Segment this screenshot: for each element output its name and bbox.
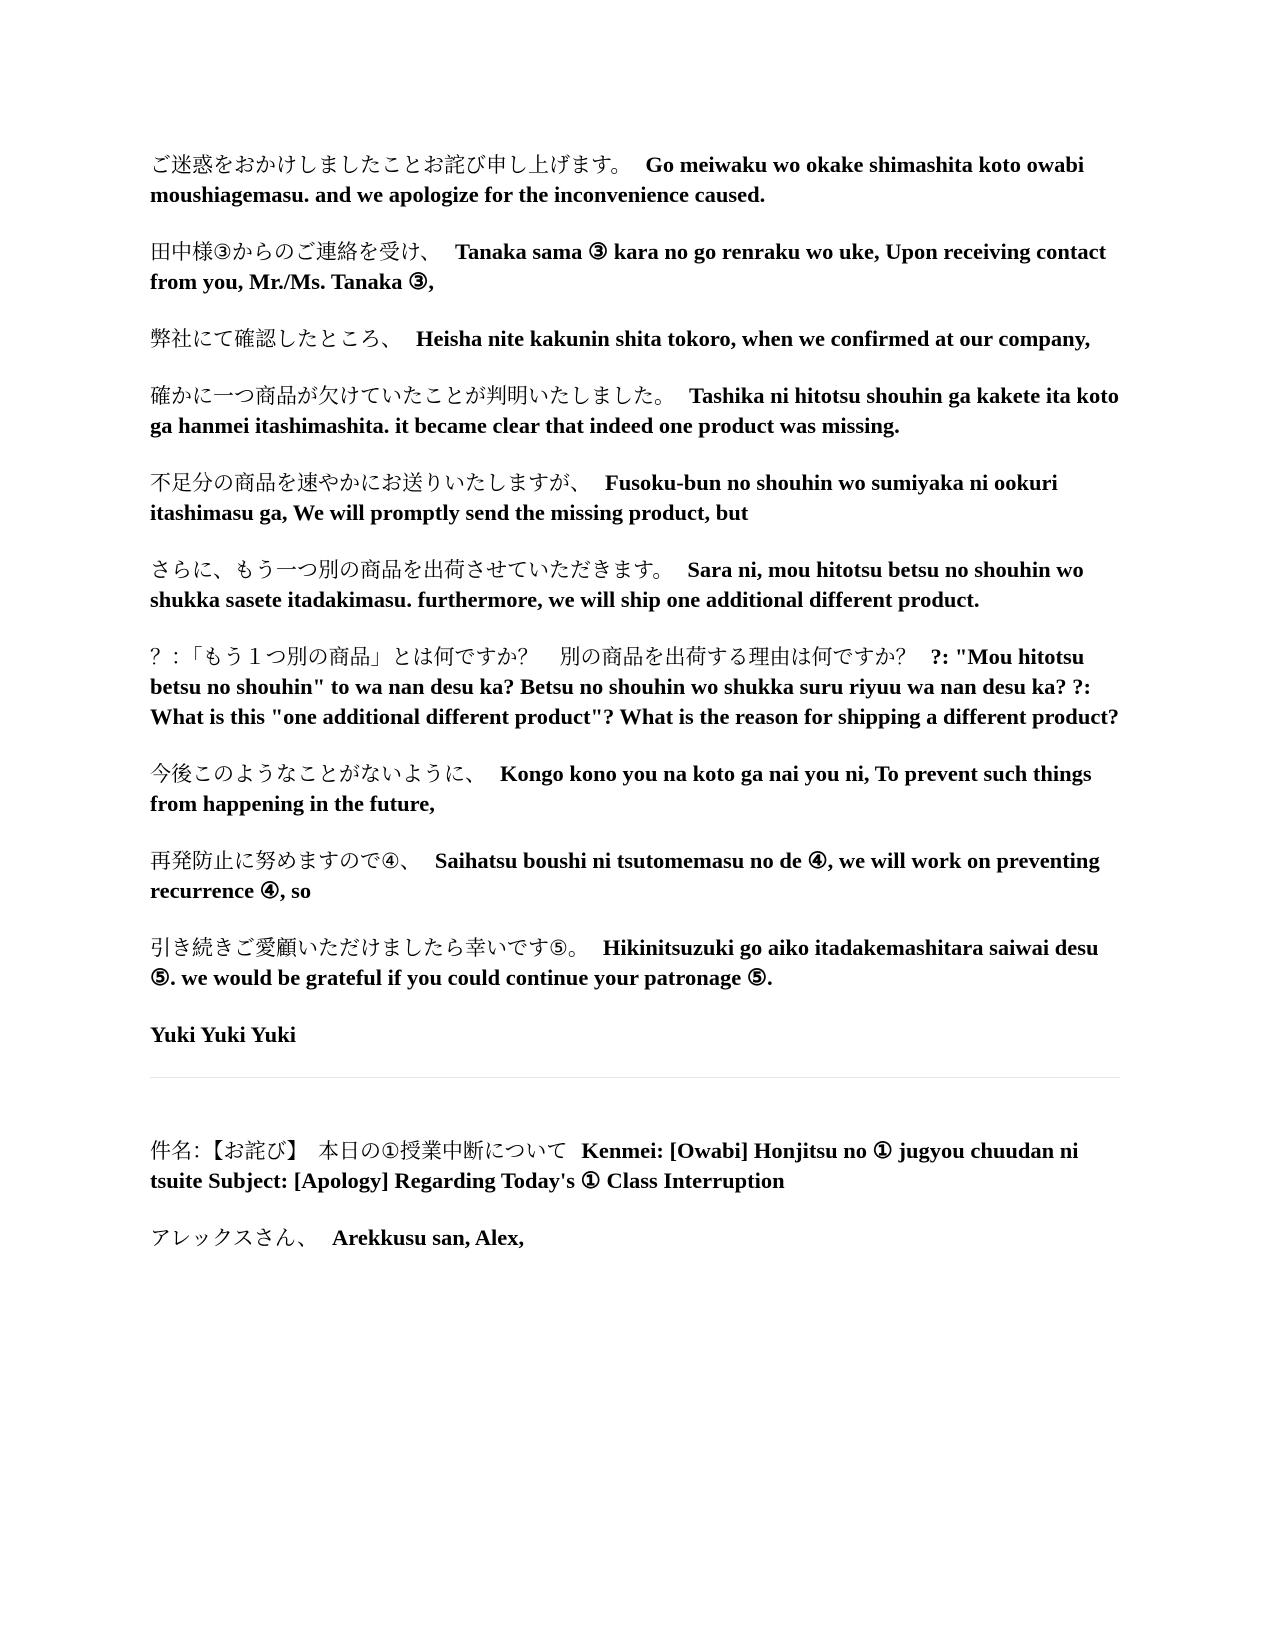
- paragraph: [150, 324, 1120, 354]
- email-greeting: [150, 1223, 1120, 1253]
- romaji-english-text: Fusoku-bun no shouhin wo sumiyaka ni ookuri itashimasu ga, We will promptly send the missing product, but: [150, 470, 1058, 525]
- signature: Yuki Yuki Yuki: [150, 1022, 296, 1047]
- romaji-english-text: ?: "Mou hitotsu betsu no shouhin" to wa nan desu ka? Betsu no shouhin wo shukka suru riyuu wa nan desu ka? ?: What is this "one additional different product"? What is the reason for shipping a different product?: [150, 644, 1120, 729]
- romaji-english-text: Hikinitsuzuki go aiko itadakemashitara saiwai desu ⑤. we would be grateful if you could continue your patronage ⑤.: [150, 935, 1099, 990]
- romaji-english-text: Saihatsu boushi ni tsutomemasu no de ④, we will work on preventing recurrence ④, so: [150, 848, 1100, 903]
- japanese-text: ？：「もう１つ別の商品」とは何ですか？ 別の商品を出荷する理由は何ですか？: [150, 645, 917, 669]
- paragraph: [150, 759, 1120, 819]
- document-page: [150, 150, 1120, 1280]
- romaji-english-text: Tashika ni hitotsu shouhin ga kakete ita koto ga hanmei itashimashita. it became clear that indeed one product was missing.: [150, 383, 1119, 438]
- japanese-text: アレックスさん、: [150, 1226, 318, 1250]
- romaji-english-text: Kenmei: [Owabi] Honjitsu no ① jugyou chuudan ni tsuite Subject: [Apology] Regarding Today's ① Class Interruption: [150, 1138, 1079, 1193]
- paragraph: [150, 150, 1120, 210]
- japanese-text: ご迷惑をおかけしましたことお詫び申し上げます。: [150, 153, 632, 177]
- romaji-english-text: Kongo kono you na koto ga nai you ni, To prevent such things from happening in the future,: [150, 761, 1092, 816]
- paragraph: [150, 468, 1120, 528]
- japanese-text: 件名：【お詫び】 本日の①授業中断について: [150, 1139, 568, 1163]
- japanese-text: 田中様③からのご連絡を受け、: [150, 240, 441, 264]
- romaji-english-text: Sara ni, mou hitotsu betsu no shouhin wo shukka sasete itadakimasu. furthermore, we will ship one additional different product.: [150, 557, 1084, 612]
- paragraph: [150, 933, 1120, 993]
- japanese-text: 弊社にて確認したところ、: [150, 327, 402, 351]
- paragraph: [150, 381, 1120, 441]
- japanese-text: 再発防止に努めますので④、: [150, 849, 421, 873]
- japanese-text: 不足分の商品を速やかにお送りいたしますが、: [150, 471, 591, 495]
- paragraph: [150, 555, 1120, 615]
- japanese-text: 引き続きご愛顧いただけましたら幸いです⑤。: [150, 936, 589, 960]
- japanese-text: さらに、もう一つ別の商品を出荷させていただきます。: [150, 558, 674, 582]
- japanese-text: 確かに一つ商品が欠けていたことが判明いたしました。: [150, 384, 675, 408]
- romaji-english-text: Go meiwaku wo okake shimashita koto owabi moushiagemasu. and we apologize for the inconvenience caused.: [150, 152, 1085, 207]
- romaji-english-text: Arekkusu san, Alex,: [332, 1225, 525, 1250]
- paragraph: [150, 642, 1120, 732]
- email-subject-line: [150, 1136, 1120, 1196]
- paragraph: [150, 846, 1120, 906]
- romaji-english-text: Heisha nite kakunin shita tokoro, when we confirmed at our company,: [416, 326, 1091, 351]
- paragraph: [150, 237, 1120, 297]
- romaji-english-text: Tanaka sama ③ kara no go renraku wo uke, Upon receiving contact from you, Mr./Ms. Tanaka ③,: [150, 239, 1107, 294]
- japanese-text: 今後このようなことがないように、: [150, 762, 486, 786]
